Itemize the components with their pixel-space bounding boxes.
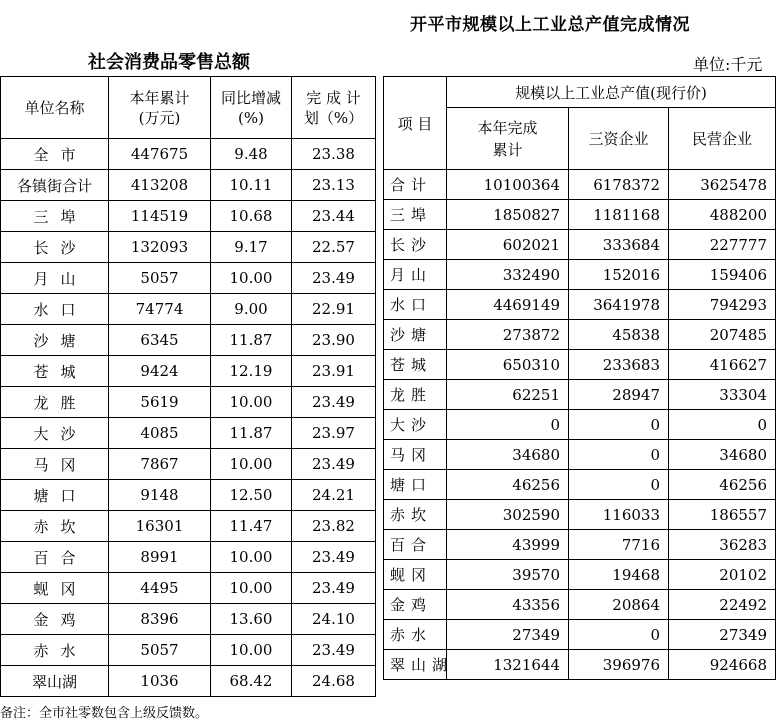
yoy-cell: 11.87 [211,325,292,356]
table-row [384,290,776,320]
header-plan: 完 成 计 划（%） [292,77,376,139]
total-cell: 302590 [447,500,569,530]
cumulative-cell: 1036 [109,666,211,697]
yoy-cell: 11.47 [211,511,292,542]
yoy-cell: 10.00 [211,387,292,418]
table-row [1,666,376,697]
plan-cell: 24.21 [292,480,376,511]
private-cell: 488200 [669,200,776,230]
total-cell: 0 [447,410,569,440]
unit-name-cell: 大沙 [1,418,109,449]
yoy-cell: 68.42 [211,666,292,697]
unit-name-cell: 马冈 [1,449,109,480]
yoy-cell: 9.00 [211,294,292,325]
unit-name-cell: 长沙 [1,232,109,263]
cumulative-cell: 74774 [109,294,211,325]
cumulative-cell: 114519 [109,201,211,232]
total-cell: 27349 [447,620,569,650]
foreign-cell: 333684 [569,230,669,260]
cumulative-cell: 4495 [109,573,211,604]
table-row [384,230,776,260]
unit-name-cell: 苍城 [1,356,109,387]
table-row [384,560,776,590]
private-cell: 20102 [669,560,776,590]
header-cumulative: 本年完成 累计 [447,108,569,170]
foreign-cell: 7716 [569,530,669,560]
foreign-cell: 116033 [569,500,669,530]
item-name-cell: 蚬冈 [384,560,447,590]
yoy-cell: 10.00 [211,542,292,573]
item-name-cell: 龙胜 [384,380,447,410]
total-cell: 332490 [447,260,569,290]
total-cell: 43999 [447,530,569,560]
table-row [1,604,376,635]
foreign-cell: 233683 [569,350,669,380]
table-row [1,480,376,511]
foreign-cell: 0 [569,410,669,440]
private-cell: 924668 [669,650,776,680]
footnote: 备注：全市社零数包含上级反馈数。 [0,706,209,721]
cumulative-cell: 8396 [109,604,211,635]
unit-name-cell: 全市 [1,139,109,170]
unit-name-cell: 赤水 [1,635,109,666]
yoy-cell: 12.19 [211,356,292,387]
cumulative-cell: 132093 [109,232,211,263]
header-item: 项 目 [384,77,447,170]
plan-cell: 23.49 [292,542,376,573]
private-cell: 3625478 [669,170,776,200]
unit-name-cell: 龙胜 [1,387,109,418]
header-foreign: 三资企业 [569,108,669,170]
total-cell: 4469149 [447,290,569,320]
item-name-cell: 翠山湖 [384,650,447,680]
plan-cell: 23.97 [292,418,376,449]
plan-cell: 23.82 [292,511,376,542]
table-row [384,650,776,680]
table-row [1,387,376,418]
unit-name-cell: 百合 [1,542,109,573]
total-cell: 1850827 [447,200,569,230]
table-row [1,139,376,170]
table-row [384,410,776,440]
private-cell: 46256 [669,470,776,500]
yoy-cell: 10.68 [211,201,292,232]
item-name-cell: 金鸡 [384,590,447,620]
foreign-cell: 152016 [569,260,669,290]
table-row [384,200,776,230]
table-row [1,263,376,294]
table-row [384,320,776,350]
private-cell: 0 [669,410,776,440]
table-row [1,201,376,232]
table-row [1,232,376,263]
yoy-cell: 9.17 [211,232,292,263]
plan-cell: 22.91 [292,294,376,325]
foreign-cell: 0 [569,470,669,500]
foreign-cell: 20864 [569,590,669,620]
plan-cell: 23.49 [292,387,376,418]
plan-cell: 23.90 [292,325,376,356]
yoy-cell: 10.11 [211,170,292,201]
private-cell: 794293 [669,290,776,320]
plan-cell: 22.57 [292,232,376,263]
item-name-cell: 三埠 [384,200,447,230]
item-name-cell: 长沙 [384,230,447,260]
table-row [384,590,776,620]
yoy-cell: 11.87 [211,418,292,449]
item-name-cell: 赤坎 [384,500,447,530]
yoy-cell: 12.50 [211,480,292,511]
table-row [1,418,376,449]
foreign-cell: 396976 [569,650,669,680]
total-cell: 273872 [447,320,569,350]
cumulative-cell: 5057 [109,635,211,666]
header-yoy: 同比增减 (%) [211,77,292,139]
item-name-cell: 月山 [384,260,447,290]
cumulative-cell: 6345 [109,325,211,356]
plan-cell: 24.10 [292,604,376,635]
cumulative-cell: 4085 [109,418,211,449]
foreign-cell: 1181168 [569,200,669,230]
private-cell: 416627 [669,350,776,380]
table-row [1,356,376,387]
unit-name-cell: 三埠 [1,201,109,232]
plan-cell: 23.49 [292,635,376,666]
industry-table-title: 开平市规模以上工业总产值完成情况 [410,15,690,35]
table-row [1,542,376,573]
private-cell: 34680 [669,440,776,470]
yoy-cell: 13.60 [211,604,292,635]
header-private: 民营企业 [669,108,776,170]
unit-name-cell: 蚬冈 [1,573,109,604]
yoy-cell: 10.00 [211,449,292,480]
unit-name-cell: 翠山湖 [1,666,109,697]
table-row [1,170,376,201]
table-row [384,620,776,650]
cumulative-cell: 8991 [109,542,211,573]
unit-name-cell: 沙塘 [1,325,109,356]
item-name-cell: 沙塘 [384,320,447,350]
table-row [384,260,776,290]
total-cell: 62251 [447,380,569,410]
plan-cell: 23.44 [292,201,376,232]
private-cell: 159406 [669,260,776,290]
private-cell: 33304 [669,380,776,410]
plan-cell: 23.38 [292,139,376,170]
foreign-cell: 6178372 [569,170,669,200]
plan-cell: 23.49 [292,263,376,294]
private-cell: 186557 [669,500,776,530]
unit-name-cell: 金鸡 [1,604,109,635]
table-row [384,440,776,470]
unit-name-cell: 月山 [1,263,109,294]
foreign-cell: 45838 [569,320,669,350]
item-name-cell: 赤水 [384,620,447,650]
private-cell: 36283 [669,530,776,560]
private-cell: 227777 [669,230,776,260]
private-cell: 207485 [669,320,776,350]
unit-label: 单位:千元 [693,55,763,74]
header-group: 规模以上工业总产值(现行价) [447,77,776,108]
total-cell: 1321644 [447,650,569,680]
cumulative-cell: 9148 [109,480,211,511]
table-row [1,449,376,480]
cumulative-cell: 7867 [109,449,211,480]
plan-cell: 23.13 [292,170,376,201]
retail-table-title: 社会消费品零售总额 [88,52,250,73]
total-cell: 39570 [447,560,569,590]
item-name-cell: 百合 [384,530,447,560]
total-cell: 650310 [447,350,569,380]
item-name-cell: 水口 [384,290,447,320]
foreign-cell: 19468 [569,560,669,590]
item-name-cell: 合计 [384,170,447,200]
yoy-cell: 10.00 [211,573,292,604]
table-row [384,470,776,500]
cumulative-cell: 5619 [109,387,211,418]
yoy-cell: 10.00 [211,635,292,666]
unit-name-cell: 水口 [1,294,109,325]
total-cell: 46256 [447,470,569,500]
cumulative-cell: 447675 [109,139,211,170]
total-cell: 602021 [447,230,569,260]
unit-name-cell: 各镇街合计 [1,170,109,201]
retail-sales-table [0,76,376,697]
table-row [1,294,376,325]
unit-name-cell: 塘口 [1,480,109,511]
cumulative-cell: 5057 [109,263,211,294]
foreign-cell: 0 [569,440,669,470]
plan-cell: 24.68 [292,666,376,697]
plan-cell: 23.91 [292,356,376,387]
plan-cell: 23.49 [292,573,376,604]
private-cell: 22492 [669,590,776,620]
table-row [384,380,776,410]
foreign-cell: 0 [569,620,669,650]
item-name-cell: 塘口 [384,470,447,500]
table-row [1,511,376,542]
table-row [384,530,776,560]
private-cell: 27349 [669,620,776,650]
table-row [384,350,776,380]
plan-cell: 23.49 [292,449,376,480]
header-cumulative: 本年累计 (万元) [109,77,211,139]
total-cell: 10100364 [447,170,569,200]
total-cell: 34680 [447,440,569,470]
cumulative-cell: 413208 [109,170,211,201]
item-name-cell: 苍城 [384,350,447,380]
yoy-cell: 10.00 [211,263,292,294]
foreign-cell: 28947 [569,380,669,410]
cumulative-cell: 9424 [109,356,211,387]
unit-name-cell: 赤坎 [1,511,109,542]
table-row [1,573,376,604]
table-row [384,500,776,530]
item-name-cell: 大沙 [384,410,447,440]
table-row [1,325,376,356]
yoy-cell: 9.48 [211,139,292,170]
cumulative-cell: 16301 [109,511,211,542]
total-cell: 43356 [447,590,569,620]
item-name-cell: 马冈 [384,440,447,470]
table-row [1,635,376,666]
table-row [384,170,776,200]
foreign-cell: 3641978 [569,290,669,320]
header-unit-name: 单位名称 [1,77,109,139]
industry-output-table [383,76,776,680]
